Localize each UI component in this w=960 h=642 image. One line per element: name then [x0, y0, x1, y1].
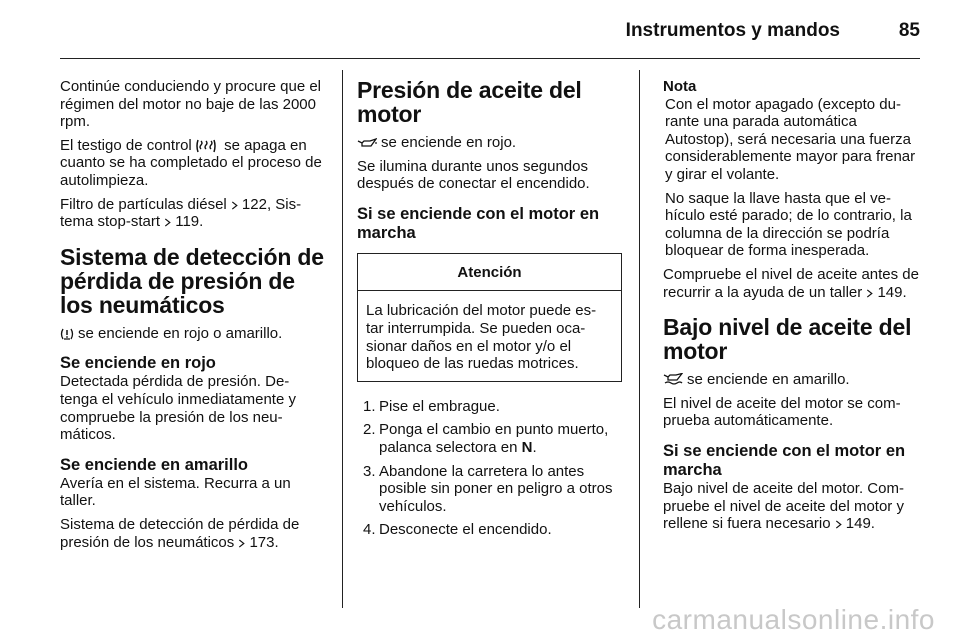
subheading-engine-running: Si se enciende con el motor en marcha: [357, 204, 600, 242]
column-divider-2: [639, 70, 640, 608]
diesel-filter-ref-page: 122, Sis-: [241, 195, 302, 213]
page-reference-icon: [164, 218, 172, 227]
column-divider-1: [342, 70, 343, 608]
page-reference-icon: [238, 539, 246, 548]
list-item: 1. Pise el embrague.: [363, 397, 500, 415]
tire-pressure-lamp-text: se enciende en rojo o amarillo.: [78, 324, 283, 342]
stop-start-ref-page: 119.: [175, 213, 204, 231]
low-oil-action-text: Bajo nivel de aceite del motor. Com- pruebe el nivel de aceite del motor y rellene si fuera necesario: [663, 479, 904, 533]
paragraph-oil-auto-check: El nivel de aceite del motor se com- prueba automáticamente.: [663, 394, 901, 430]
section-heading-low-oil-level: Bajo nivel de aceite del motor: [663, 314, 912, 365]
list-item: 3. Abandone la carretera lo antes posible sin poner en peligro a otros vehículos.: [363, 462, 613, 515]
warning-title: Atención: [358, 254, 621, 292]
section-heading-oil-pressure: Presión de aceite del motor: [357, 77, 582, 127]
section-heading-tire-pressure: Sistema de detección de pérdida de presión de los neumáticos: [60, 243, 324, 318]
paragraph-diesel-filter-ref: [60, 196, 325, 231]
tire-pressure-warning-icon: [60, 327, 74, 341]
paragraph-control-light: [60, 137, 325, 190]
list-item: 4. Desconecte el encendido.: [363, 521, 552, 539]
page-reference-icon: [835, 520, 843, 529]
note-paragraph-1: Con el motor apagado (excepto du- rante una parada automática Autostop), será necesaria una fuerza considerablemente mayor para frenar y girar el volante.: [665, 95, 916, 183]
control-light-text-a: El testigo de control: [60, 136, 192, 154]
page-number: 85: [898, 20, 920, 41]
note-paragraph-2: No saque la llave hasta que el ve- hículo esté parado; de lo contrario, la columna de la dirección se podría bloquear de forma inesperada.: [665, 189, 912, 260]
note-title: Nota: [663, 78, 697, 95]
subheading-engine-running-low-oil: Si se enciende con el motor en marcha: [663, 441, 906, 479]
tire-system-ref-page: 173.: [249, 533, 279, 551]
note-block: [663, 96, 925, 260]
warning-box: [357, 253, 622, 382]
check-oil-ref-page: 149.: [877, 283, 907, 301]
diesel-filter-icon: [196, 139, 216, 153]
list-item: 2. Ponga el cambio en punto muerto, palanca selectora en N.: [363, 421, 609, 456]
diesel-filter-ref-text: Filtro de partículas diésel: [60, 195, 227, 213]
oil-pressure-lamp-text: se enciende en rojo.: [381, 134, 517, 151]
page-reference-icon: [231, 201, 239, 210]
tire-system-ref-text: Sistema de detección de pérdida de presión de los neumáticos: [60, 515, 300, 551]
warning-text: La lubricación del motor puede es- tar interrumpida. Se pueden oca- sionar daños en el motor y/o el bloqueo de las ruedas motrices.: [366, 302, 597, 373]
low-oil-lamp-line: [663, 371, 925, 389]
paragraph-tire-system-ref: [60, 516, 325, 551]
page-header-title: Instrumentos y mandos: [625, 20, 840, 41]
header-divider: [60, 58, 920, 59]
subheading-lights-red: Se enciende en rojo: [60, 354, 216, 373]
page-reference-icon: [866, 289, 874, 298]
paragraph-low-oil-action: [663, 480, 925, 533]
subheading-lights-yellow: Se enciende en amarillo: [60, 455, 248, 474]
control-light-text-b: se apaga en cuanto se ha completado el proceso de autolimpieza.: [60, 136, 322, 189]
paragraph-continue-driving: Continúe conduciendo y procure que el régimen del motor no baje de las 2000 rpm.: [60, 78, 322, 131]
check-oil-ref-text: Compruebe el nivel de aceite antes de recurrir a la ayuda de un taller: [663, 265, 919, 301]
paragraph-oil-pressure-ignition: Se ilumina durante unos segundos después de conectar el encendido.: [357, 157, 590, 193]
paragraph-check-oil-ref: [663, 266, 925, 301]
column-2: [357, 78, 622, 545]
oil-pressure-lamp-line: [357, 134, 622, 152]
paragraph-yellow-meaning: Avería en el sistema. Recurra a un taller.: [60, 474, 291, 510]
paragraph-red-meaning: Detectada pérdida de presión. De- tenga el vehículo inmediatamente y compruebe la presión de los neu- máticos.: [60, 373, 296, 444]
oil-level-icon: [663, 373, 683, 387]
low-oil-lamp-text: se enciende en amarillo.: [687, 371, 850, 389]
watermark: carmanualsonline.info: [652, 604, 935, 635]
tire-pressure-lamp-line: [60, 325, 325, 343]
column-3: [663, 78, 925, 539]
column-1: [60, 78, 325, 557]
low-oil-action-ref-page: 149.: [845, 515, 875, 533]
oil-can-icon: [357, 138, 377, 150]
steps-list: [357, 398, 622, 539]
stop-start-ref-text: tema stop-start: [60, 213, 161, 231]
